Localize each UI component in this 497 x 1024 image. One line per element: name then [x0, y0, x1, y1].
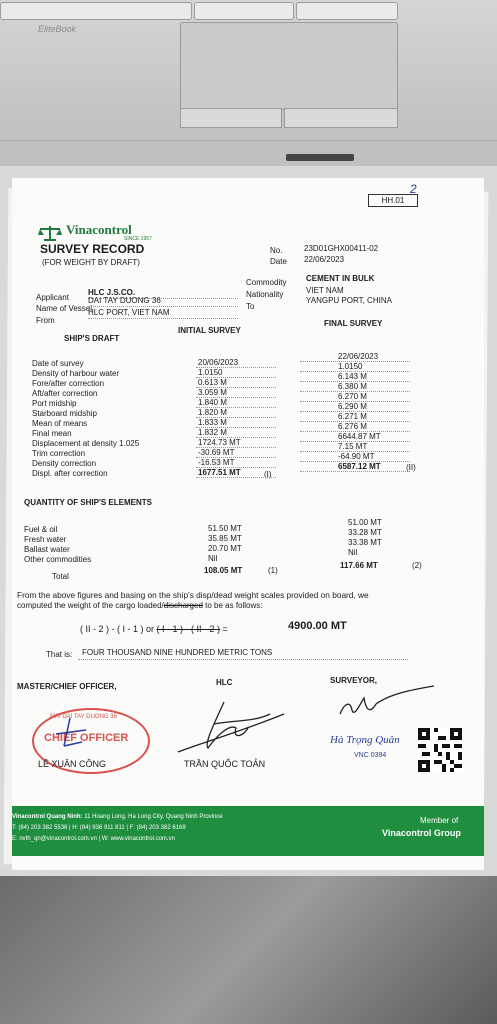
- no-label: No.: [270, 246, 283, 255]
- fabric-background: [0, 876, 497, 1024]
- total-initial: 108.05 MT: [204, 566, 243, 575]
- form-handwritten-mark: 2: [410, 182, 417, 196]
- draft-row-initial: 20/06/2023: [198, 358, 239, 367]
- scale-logo-icon: [38, 224, 62, 242]
- date-label: Date: [270, 257, 287, 266]
- surveyor-name: Hà Trọng Quân: [330, 734, 400, 746]
- draft-row-label: Density correction: [32, 459, 97, 468]
- element-row-initial: 35.85 MT: [208, 534, 242, 543]
- draft-row-label: Starboard midship: [32, 409, 97, 418]
- footer-member-1: Member of: [420, 816, 459, 825]
- vessel-label: Name of Vessel: [36, 304, 93, 313]
- document-footer: [12, 806, 484, 856]
- laptop-key: [296, 2, 398, 20]
- logo-text: Vinacontrol: [66, 222, 132, 237]
- cargo-weight: 4900.00 MT: [288, 620, 347, 632]
- master-signature: [52, 716, 88, 756]
- element-row-final: 33.38 MT: [348, 538, 382, 547]
- element-row-final: 51.00 MT: [348, 518, 382, 527]
- element-row-label: Fresh water: [24, 535, 67, 544]
- trackpad-right-button: [284, 108, 398, 128]
- element-row-label: Fuel & oil: [24, 525, 58, 534]
- draft-row-label: Fore/after correction: [32, 379, 105, 388]
- element-row-final: Nil: [348, 548, 358, 557]
- draft-row-label: Displ. after correction: [32, 469, 108, 478]
- form-id-box: HH.01: [368, 194, 418, 207]
- element-row-initial: 20.70 MT: [208, 544, 242, 553]
- draft-row-final: -64.90 MT: [338, 452, 375, 461]
- survey-record-document: [12, 178, 484, 870]
- draft-row-final: 6.290 M: [338, 402, 367, 411]
- surveyor-signature: [330, 684, 440, 724]
- final-survey-header: FINAL SURVEY: [324, 319, 383, 328]
- initial-survey-header: INITIAL SURVEY: [178, 326, 241, 335]
- draft-row-final: 1.0150: [338, 362, 363, 371]
- draft-row-label: Density of harbour water: [32, 369, 120, 378]
- document-title: SURVEY RECORD: [40, 242, 145, 256]
- nationality-value: VIET NAM: [306, 286, 344, 295]
- hlc-name: TRẦN QUỐC TOẢN: [184, 759, 266, 769]
- nationality-label: Nationality: [246, 290, 284, 299]
- from-value: HLC PORT, VIET NAM: [88, 308, 170, 317]
- draft-row-label: Mean of means: [32, 419, 88, 428]
- total-final: 117.66 MT: [340, 561, 378, 570]
- draft-row-initial: 1724.73 MT: [198, 438, 241, 447]
- draft-row-initial: 1.832 M: [198, 428, 227, 437]
- commodity-value: CEMENT IN BULK: [306, 274, 375, 283]
- draft-row-label: Port midship: [32, 399, 77, 408]
- draft-row-initial: -16.53 MT: [198, 458, 235, 467]
- draft-row-final: 6.143 M: [338, 372, 367, 381]
- laptop-edge: [0, 140, 497, 167]
- laptop-brand: EliteBook: [38, 24, 77, 34]
- element-row-initial: 51.50 MT: [208, 524, 242, 533]
- hlc-signature: [174, 694, 304, 758]
- master-name: LÊ XUÂN CÔNG: [38, 759, 107, 769]
- draft-row-initial: 1.833 M: [198, 418, 227, 427]
- formula: ( II - 2 ) - ( I - 1 ) or ( I - 1 ) - ( II - 2 ) =: [80, 624, 228, 634]
- no-value: 23D01GHX00411-02: [304, 244, 379, 253]
- footer-address: Vinacontrol Quang Ninh: 11 Hoang Long, Ha Long City, Quang Ninh Province: [12, 814, 223, 820]
- in-words-label: That is:: [46, 650, 73, 659]
- master-label: MASTER/CHIEF OFFICER,: [17, 682, 117, 691]
- draft-row-initial: 1.840 M: [198, 398, 227, 407]
- draft-row-final: 6.270 M: [338, 392, 367, 401]
- document-subtitle: (FOR WEIGHT BY DRAFT): [42, 258, 140, 267]
- laptop-body: [0, 0, 497, 180]
- total-label: Total: [52, 572, 69, 581]
- draft-row-label: Displacement at density 1.025: [32, 439, 140, 448]
- date-value: 22/06/2023: [304, 255, 345, 264]
- hlc-label: HLC: [216, 678, 233, 687]
- draft-row-final: 6.380 M: [338, 382, 367, 391]
- commodity-label: Commodity: [246, 278, 287, 287]
- draft-row-final: 6.271 M: [338, 412, 367, 421]
- element-row-label: Ballast water: [24, 545, 70, 554]
- surveyor-code: VNC 0394: [354, 752, 387, 759]
- initial-tag: (I): [264, 470, 272, 479]
- draft-row-initial: 0.613 M: [198, 378, 227, 387]
- trackpad-left-button: [180, 108, 282, 128]
- total-initial-tag: (1): [268, 566, 278, 575]
- stamp-top: M/V DAI TAY DUONG 36: [50, 714, 117, 720]
- draft-row-label: Aft/after correction: [32, 389, 98, 398]
- stamp-main: CHIEF OFFICER: [44, 732, 129, 744]
- statement-line-1: From the above figures and basing on the ship's disp/dead weight scales provided on board, we: [17, 590, 369, 600]
- applicant-value: HLC J.S.CO.: [88, 288, 136, 297]
- draft-row-initial: -30.69 MT: [198, 448, 235, 457]
- surveyor-label: SURVEYOR,: [330, 676, 377, 685]
- element-row-final: 33.28 MT: [348, 528, 382, 537]
- footer-member-2: Vinacontrol Group: [382, 828, 461, 838]
- draft-row-final: 7.15 MT: [338, 442, 368, 451]
- draft-row-final: 6.276 M: [338, 422, 367, 431]
- laptop-slot: [286, 154, 354, 161]
- laptop-key: [0, 2, 192, 20]
- to-label: To: [246, 302, 255, 311]
- draft-row-initial: 3.059 M: [198, 388, 227, 397]
- draft-row-label: Trim correction: [32, 449, 86, 458]
- trackpad: [180, 22, 398, 110]
- footer-web: E: nvth_qn@vinacontrol.com.vn | W: www.vinacontrol.com.vn: [12, 836, 175, 842]
- to-value: YANGPU PORT, CHINA: [306, 296, 392, 305]
- element-row-initial: Nil: [208, 554, 218, 563]
- draft-row-initial: 1.820 M: [198, 408, 227, 417]
- total-final-tag: (2): [412, 561, 422, 570]
- draft-row-final: 22/06/2023: [338, 352, 379, 361]
- draft-row-final: 6587.12 MT: [338, 462, 381, 471]
- logo-since: SINCE 1957: [124, 236, 152, 242]
- statement-line-2: computed the weight of the cargo loaded/discharged to be as follows:: [17, 601, 263, 610]
- qr-code-icon: [418, 728, 462, 772]
- vessel-value: DAI TAY DUONG 36: [88, 296, 161, 305]
- applicant-label: Applicant: [36, 293, 69, 302]
- laptop-key: [194, 2, 294, 20]
- ships-draft-title: SHIP'S DRAFT: [64, 334, 120, 343]
- in-words-value: FOUR THOUSAND NINE HUNDRED METRIC TONS: [82, 648, 273, 657]
- from-label: From: [36, 316, 55, 325]
- element-row-label: Other commodities: [24, 555, 92, 564]
- draft-row-final: 6644.87 MT: [338, 432, 381, 441]
- elements-title: QUANTITY OF SHIP'S ELEMENTS: [24, 498, 152, 507]
- footer-phones: T: (84) 203 382 5536 | H: (84) 936 911 811 | F: (84) 203 382 6169: [12, 825, 186, 831]
- draft-row-initial: 1.0150: [198, 368, 223, 377]
- draft-row-initial: 1677.51 MT: [198, 468, 241, 477]
- draft-row-label: Date of survey: [32, 359, 84, 368]
- draft-row-label: Final mean: [32, 429, 72, 438]
- final-tag: (II): [406, 463, 416, 472]
